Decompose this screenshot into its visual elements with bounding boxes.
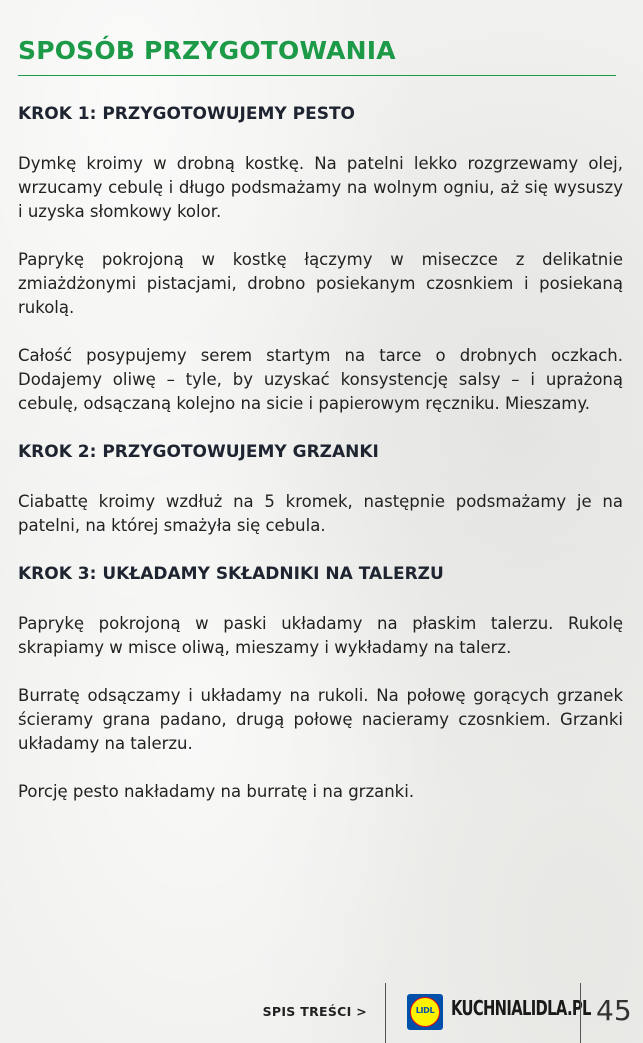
- page-footer: [0, 983, 643, 1043]
- step-paragraph: Porcję pesto nakładamy na burratę i na grzanki.: [18, 782, 415, 801]
- step-2: [18, 440, 623, 538]
- step-paragraph: Paprykę pokrojoną w kostkę łączymy w miseczce z delikatnie zmiażdżonymi pistacjami, drobno posiekanym czosnkiem i posiekaną rukolą.: [18, 250, 623, 317]
- step-paragraph: Dymkę kroimy w drobną kostkę. Na patelni lekko rozgrzewamy olej, wrzucamy cebulę i długo podsmażamy na wolnym ogniu, aż się wysuszy i uzyska słomkowy kolor.: [18, 154, 623, 221]
- step-heading: KROK 3: UKŁADAMY SKŁADNIKI NA TALERZU: [18, 564, 444, 584]
- step-1: [18, 102, 623, 416]
- step-3: [18, 562, 623, 804]
- step-paragraph: Paprykę pokrojoną w paski układamy na płaskim talerzu. Rukolę skrapiamy w misce oliwą, mieszamy i wykładamy na talerz.: [18, 614, 623, 657]
- page-title: SPOSÓB PRZYGOTOWANIA: [18, 36, 396, 65]
- step-paragraph: Całość posypujemy serem startym na tarce o drobnych oczkach. Dodajemy oliwę – tyle, by uzyskać konsystencję salsy – i uprażoną cebulę, odsączaną kolejno na sicie i papierowym ręczniku. Mieszamy.: [18, 346, 623, 413]
- lidl-logo-text: LIDL: [415, 1006, 435, 1015]
- footer-divider: [385, 983, 386, 1043]
- page-number: 45: [596, 994, 632, 1027]
- step-paragraph: Ciabattę kroimy wzdłuż na 5 kromek, następnie podsmażamy je na patelni, na której smażyła się cebula.: [18, 492, 623, 535]
- lidl-logo[interactable]: [407, 994, 443, 1030]
- title-divider: [18, 75, 616, 76]
- step-heading: KROK 2: PRZYGOTOWUJEMY GRZANKI: [18, 442, 379, 462]
- table-of-contents-link[interactable]: SPIS TREŚCI >: [262, 1004, 367, 1019]
- step-heading: KROK 1: PRZYGOTOWUJEMY PESTO: [18, 104, 355, 124]
- step-paragraph: Burratę odsączamy i układamy na rukoli. Na połowę gorących grzanek ścieramy grana padano, drugą połowę nacieramy czosnkiem. Grzanki układamy na talerzu.: [18, 686, 623, 753]
- footer-divider: [580, 983, 581, 1043]
- site-name-link[interactable]: KUCHNIALIDLA.PL: [451, 996, 591, 1020]
- recipe-steps: [18, 102, 623, 828]
- lidl-logo-circle: [410, 997, 440, 1027]
